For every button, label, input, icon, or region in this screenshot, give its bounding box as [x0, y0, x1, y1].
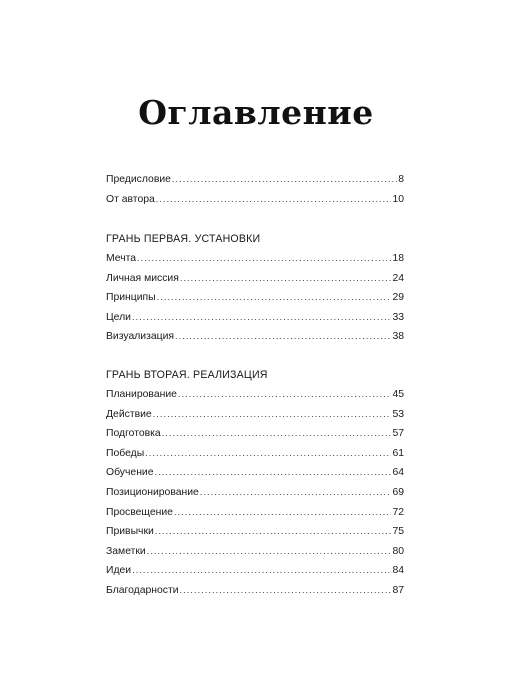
- dot-leader: [155, 522, 392, 542]
- front-matter-list: [106, 170, 404, 209]
- toc-entry[interactable]: [106, 463, 404, 483]
- toc-entry-page: 61: [392, 447, 404, 459]
- dot-leader: [147, 542, 392, 562]
- part-heading: ГРАНЬ ПЕРВАЯ. УСТАНОВКИ: [106, 233, 261, 245]
- toc-entry-label: Идеи: [106, 565, 132, 577]
- toc-entry-page: 33: [392, 311, 404, 323]
- toc-entry-page: 45: [392, 389, 404, 400]
- toc-entry-page: 38: [392, 331, 404, 343]
- toc-entry[interactable]: [106, 581, 404, 601]
- toc-entry[interactable]: [106, 327, 404, 347]
- dot-leader: [132, 561, 391, 581]
- toc-entry-page: 57: [392, 428, 404, 440]
- toc-entry-label: Просвещение: [106, 506, 173, 518]
- toc-entry-label: Предисловие: [106, 174, 171, 185]
- dot-leader: [153, 405, 392, 425]
- dot-leader: [145, 444, 391, 464]
- toc-entry[interactable]: [106, 385, 404, 405]
- toc-entry-page: 10: [392, 193, 404, 205]
- toc-entry-label: Обучение: [106, 467, 154, 479]
- toc-entry-label: Визуализация: [106, 331, 175, 343]
- dot-leader: [174, 503, 392, 523]
- toc-entry-page: 84: [392, 565, 404, 577]
- toc-entry-page: 87: [392, 584, 404, 596]
- toc-entry-label: Заметки: [106, 545, 146, 557]
- toc-entry-label: Победы: [106, 447, 145, 459]
- toc-entry[interactable]: [106, 308, 404, 328]
- toc-entry-label: Цели: [106, 311, 131, 323]
- toc-entry[interactable]: [106, 542, 404, 562]
- toc-entry[interactable]: [106, 170, 404, 190]
- dot-leader: [175, 327, 391, 347]
- toc-entry[interactable]: [106, 249, 404, 269]
- dot-leader: [156, 190, 392, 210]
- dot-leader: [132, 308, 391, 328]
- dot-leader: [155, 463, 392, 483]
- toc-entry-page: 69: [392, 486, 404, 498]
- part-one: [106, 231, 404, 347]
- toc-entry-label: Подготовка: [106, 428, 161, 440]
- dot-leader: [172, 170, 397, 190]
- toc-entry-page: 72: [392, 506, 404, 518]
- toc-entry[interactable]: [106, 269, 404, 289]
- toc-entry[interactable]: [106, 503, 404, 523]
- toc-entry-label: Позиционирование: [106, 486, 199, 498]
- toc-entry-label: Мечта: [106, 253, 137, 264]
- dot-leader: [200, 483, 392, 503]
- dot-leader: [162, 424, 392, 444]
- toc-entry-label: Действие: [106, 408, 152, 420]
- toc-entry-page: 75: [392, 526, 404, 538]
- dot-leader: [180, 269, 392, 289]
- toc-entry-page: 80: [392, 545, 404, 557]
- dot-leader: [180, 581, 392, 601]
- toc-entry-label: Благодарности: [106, 584, 179, 596]
- toc-entry-page: 24: [392, 272, 404, 284]
- toc-entry[interactable]: [106, 561, 404, 581]
- toc-entry-label: От автора: [106, 193, 155, 205]
- toc-entry-label: Принципы: [106, 292, 156, 304]
- toc-entry[interactable]: [106, 522, 404, 542]
- toc-entry[interactable]: [106, 405, 404, 425]
- dot-leader: [137, 249, 391, 269]
- toc-entry-page: 18: [392, 253, 404, 264]
- page-title: Оглавление: [138, 93, 374, 132]
- toc-entry[interactable]: [106, 444, 404, 464]
- part-heading: ГРАНЬ ВТОРАЯ. РЕАЛИЗАЦИЯ: [106, 369, 268, 381]
- part-two: [106, 367, 404, 601]
- toc-entry[interactable]: [106, 483, 404, 503]
- toc-entry-page: 53: [392, 408, 404, 420]
- toc-entry[interactable]: [106, 288, 404, 308]
- dot-leader: [157, 288, 392, 308]
- toc-entry-label: Привычки: [106, 526, 154, 538]
- toc-entry[interactable]: [106, 190, 404, 210]
- toc-entry-page: 29: [392, 292, 404, 304]
- dot-leader: [178, 385, 392, 405]
- toc-entry-label: Личная миссия: [106, 272, 179, 284]
- toc-entry-page: 8: [398, 174, 404, 185]
- toc-entry[interactable]: [106, 424, 404, 444]
- toc-entry-label: Планирование: [106, 389, 177, 400]
- toc-entry-page: 64: [392, 467, 404, 479]
